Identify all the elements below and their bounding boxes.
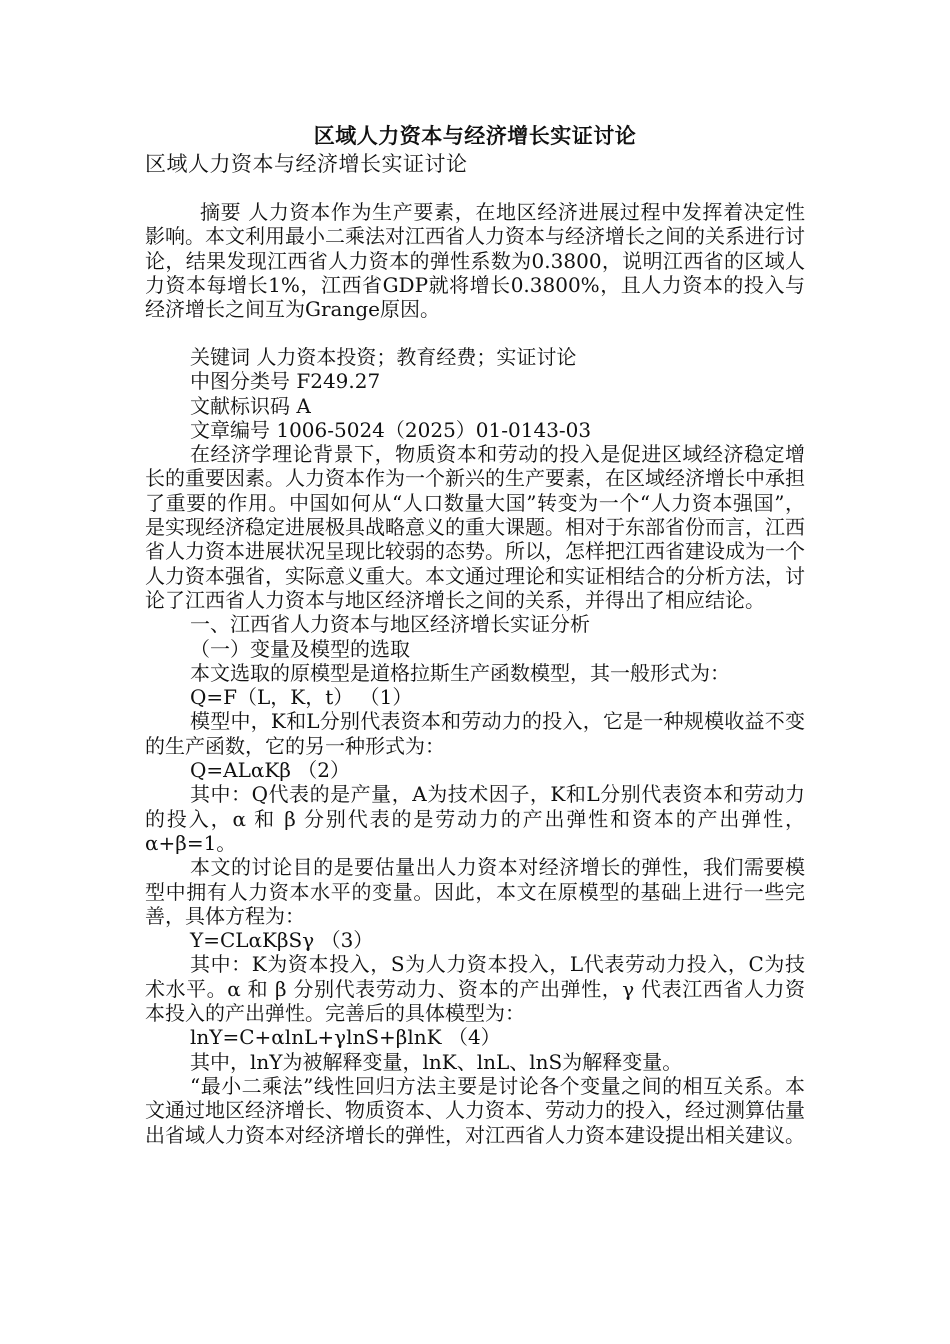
document-subtitle: 区域人力资本与经济增长实证讨论	[145, 152, 468, 176]
equation-line: Y=CLαKβSγ （3）	[190, 928, 374, 953]
body-paragraph: 本文的讨论目的是要估量出人力资本对经济增长的弹性，我们需要模型中拥有人力资本水平的变量。因此，本文在原模型的基础上进行一些完善，具体方程为：	[145, 855, 805, 928]
body-paragraph: 模型中，K和L分别代表资本和劳动力的投入，它是一种规模收益不变的生产函数，它的另一种形式为：	[145, 709, 805, 758]
clc-number-line: 中图分类号 F249.27	[190, 369, 381, 394]
body-paragraph: 其中：K为资本投入，S为人力资本投入，L代表劳动力投入，C为技术水平。α 和 β 分别代表劳动力、资本的产出弹性，γ 代表江西省人力资本投入的产出弹性。完善后的具体模型为：	[145, 952, 805, 1026]
equation-line: lnY=C+αlnL+γlnS+βlnK （4）	[190, 1025, 501, 1050]
section-heading: 一、江西省人力资本与地区经济增长实证分析	[190, 612, 590, 637]
abstract-paragraph: 摘要 人力资本作为生产要素，在地区经济进展过程中发挥着决定性影响。本文利用最小二乘法对江西省人力资本与经济增长之间的关系进行讨论，结果发现江西省人力资本的弹性系数为0.3800，说明江西省的区域人力资本每增长1%，江西省GDP就将增长0.3800%，且人力资本的投入与经济增长之间互为Grange原因。	[145, 200, 805, 322]
keywords-line: 关键词 人力资本投资；教育经费；实证讨论	[190, 345, 577, 369]
body-paragraph: “最小二乘法”线性回归方法主要是讨论各个变量之间的相互关系。本文通过地区经济增长、物质资本、人力资本、劳动力的投入，经过测算估量出省域人力资本对经济增长的弹性，对江西省人力资本建设提出相关建议。	[145, 1073, 805, 1147]
body-paragraph: 其中：Q代表的是产量，A为技术因子，K和L分别代表资本和劳动力的投入，α 和 β 分别代表的是劳动力的产出弹性和资本的产出弹性，α+β=1。	[145, 782, 805, 855]
subsection-heading: （一）变量及模型的选取	[190, 636, 410, 661]
article-number-line: 文章编号 1006-5024（2025）01-0143-03	[190, 417, 592, 442]
body-paragraph: 在经济学理论背景下，物质资本和劳动的投入是促进区域经济稳定增长的重要因素。人力资本作为一个新兴的生产要素，在区域经济增长中承担了重要的作用。中国如何从“人口数量大国”转变为一个“人力资本强国”，是实现经济稳定进展极具战略意义的重大课题。相对于东部省份而言，江西省人力资本进展状况呈现比较弱的态势。所以，怎样把江西省建设成为一个人力资本强省，实际意义重大。本文通过理论和实证相结合的分析方法，讨论了江西省人力资本与地区经济增长之间的关系，并得出了相应结论。	[145, 442, 805, 612]
equation-line: Q=ALαKβ （2）	[190, 758, 350, 783]
main-body	[145, 345, 805, 1147]
doc-code-line: 文献标识码 A	[190, 393, 311, 418]
body-paragraph: 本文选取的原模型是道格拉斯生产函数模型，其一般形式为：	[190, 660, 730, 685]
document-title: 区域人力资本与经济增长实证讨论	[313, 123, 637, 148]
equation-line: Q=F（L，K，t） （1）	[190, 685, 413, 710]
body-paragraph: 其中，lnY为被解释变量，lnK、lnL、lnS为解释变量。	[190, 1049, 683, 1074]
